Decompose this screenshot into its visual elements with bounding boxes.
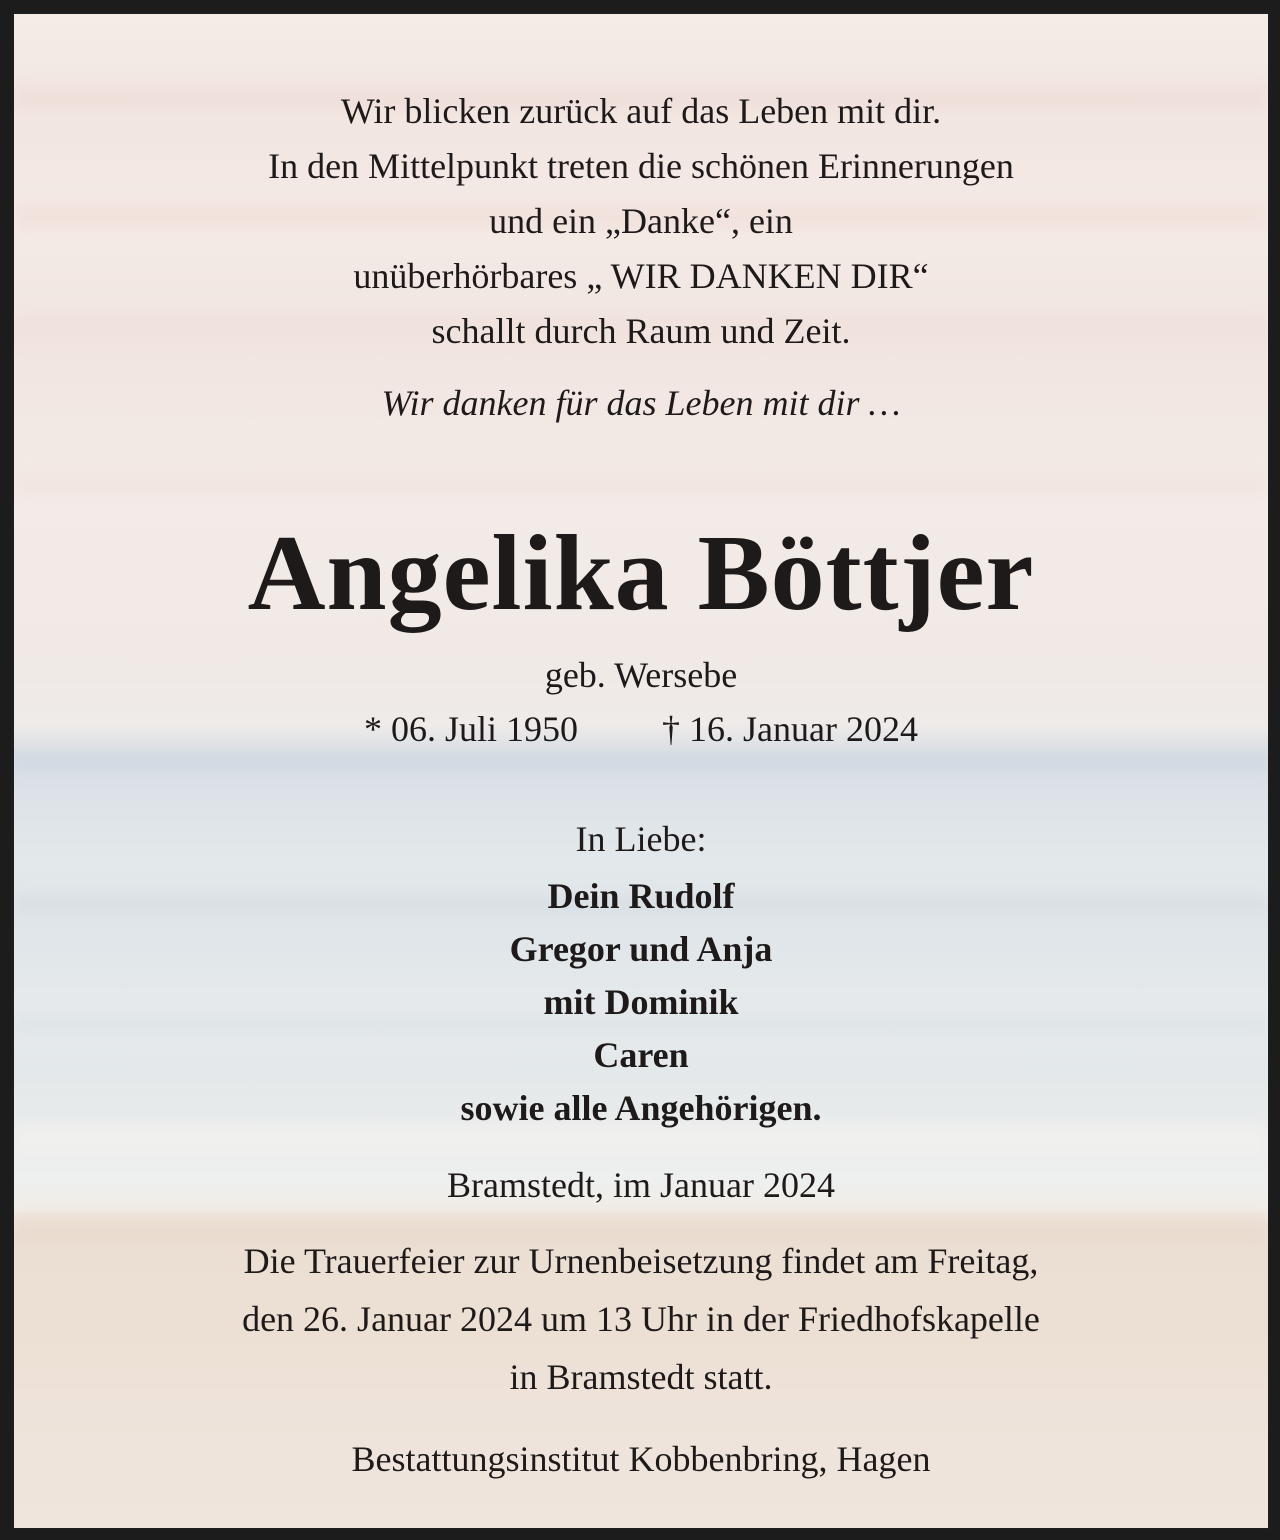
mourner-name: Caren	[593, 1035, 689, 1075]
horizon-line	[14, 754, 1268, 770]
place-and-date: Bramstedt, im Januar 2024	[447, 1165, 835, 1205]
intro-line: Wir blicken zurück auf das Leben mit dir.	[340, 91, 942, 131]
birth-name: geb. Wersebe	[544, 655, 738, 695]
obituary-card	[12, 12, 1270, 1530]
motto-line: Wir danken für das Leben mit dir …	[381, 383, 901, 423]
mourner-name: sowie alle Angehörigen.	[460, 1088, 822, 1128]
intro-line: In den Mittelpunkt treten die schönen Erinnerungen	[268, 146, 1014, 186]
cloud-band	[14, 470, 1268, 496]
mourners-intro: In Liebe:	[575, 819, 707, 859]
life-dates	[14, 708, 1268, 750]
birth-date: * 06. Juli 1950	[364, 709, 579, 749]
death-date: † 16. Januar 2024	[662, 709, 918, 749]
intro-line: schallt durch Raum und Zeit.	[431, 311, 851, 351]
service-line: Die Trauerfeier zur Urnenbeisetzung findet am Freitag,	[243, 1241, 1039, 1281]
intro-line: unüberhörbares „ WIR DANKEN DIR“	[353, 256, 929, 296]
undertaker-name: Bestattungsinstitut Kobbenbring, Hagen	[351, 1439, 931, 1479]
service-line: den 26. Januar 2024 um 13 Uhr in der Friedhofskapelle	[242, 1299, 1040, 1339]
intro-poem	[14, 84, 1268, 359]
mourner-name: Gregor und Anja	[509, 929, 773, 969]
mourner-name: Dein Rudolf	[547, 876, 735, 916]
deceased-name: Angelika Böttjer	[247, 514, 1035, 633]
funeral-service-notice	[14, 1232, 1268, 1406]
mourner-name: mit Dominik	[543, 982, 739, 1022]
service-line: in Bramstedt statt.	[509, 1357, 773, 1397]
intro-line: und ein „Danke“, ein	[489, 201, 793, 241]
mourners-list	[14, 870, 1268, 1135]
